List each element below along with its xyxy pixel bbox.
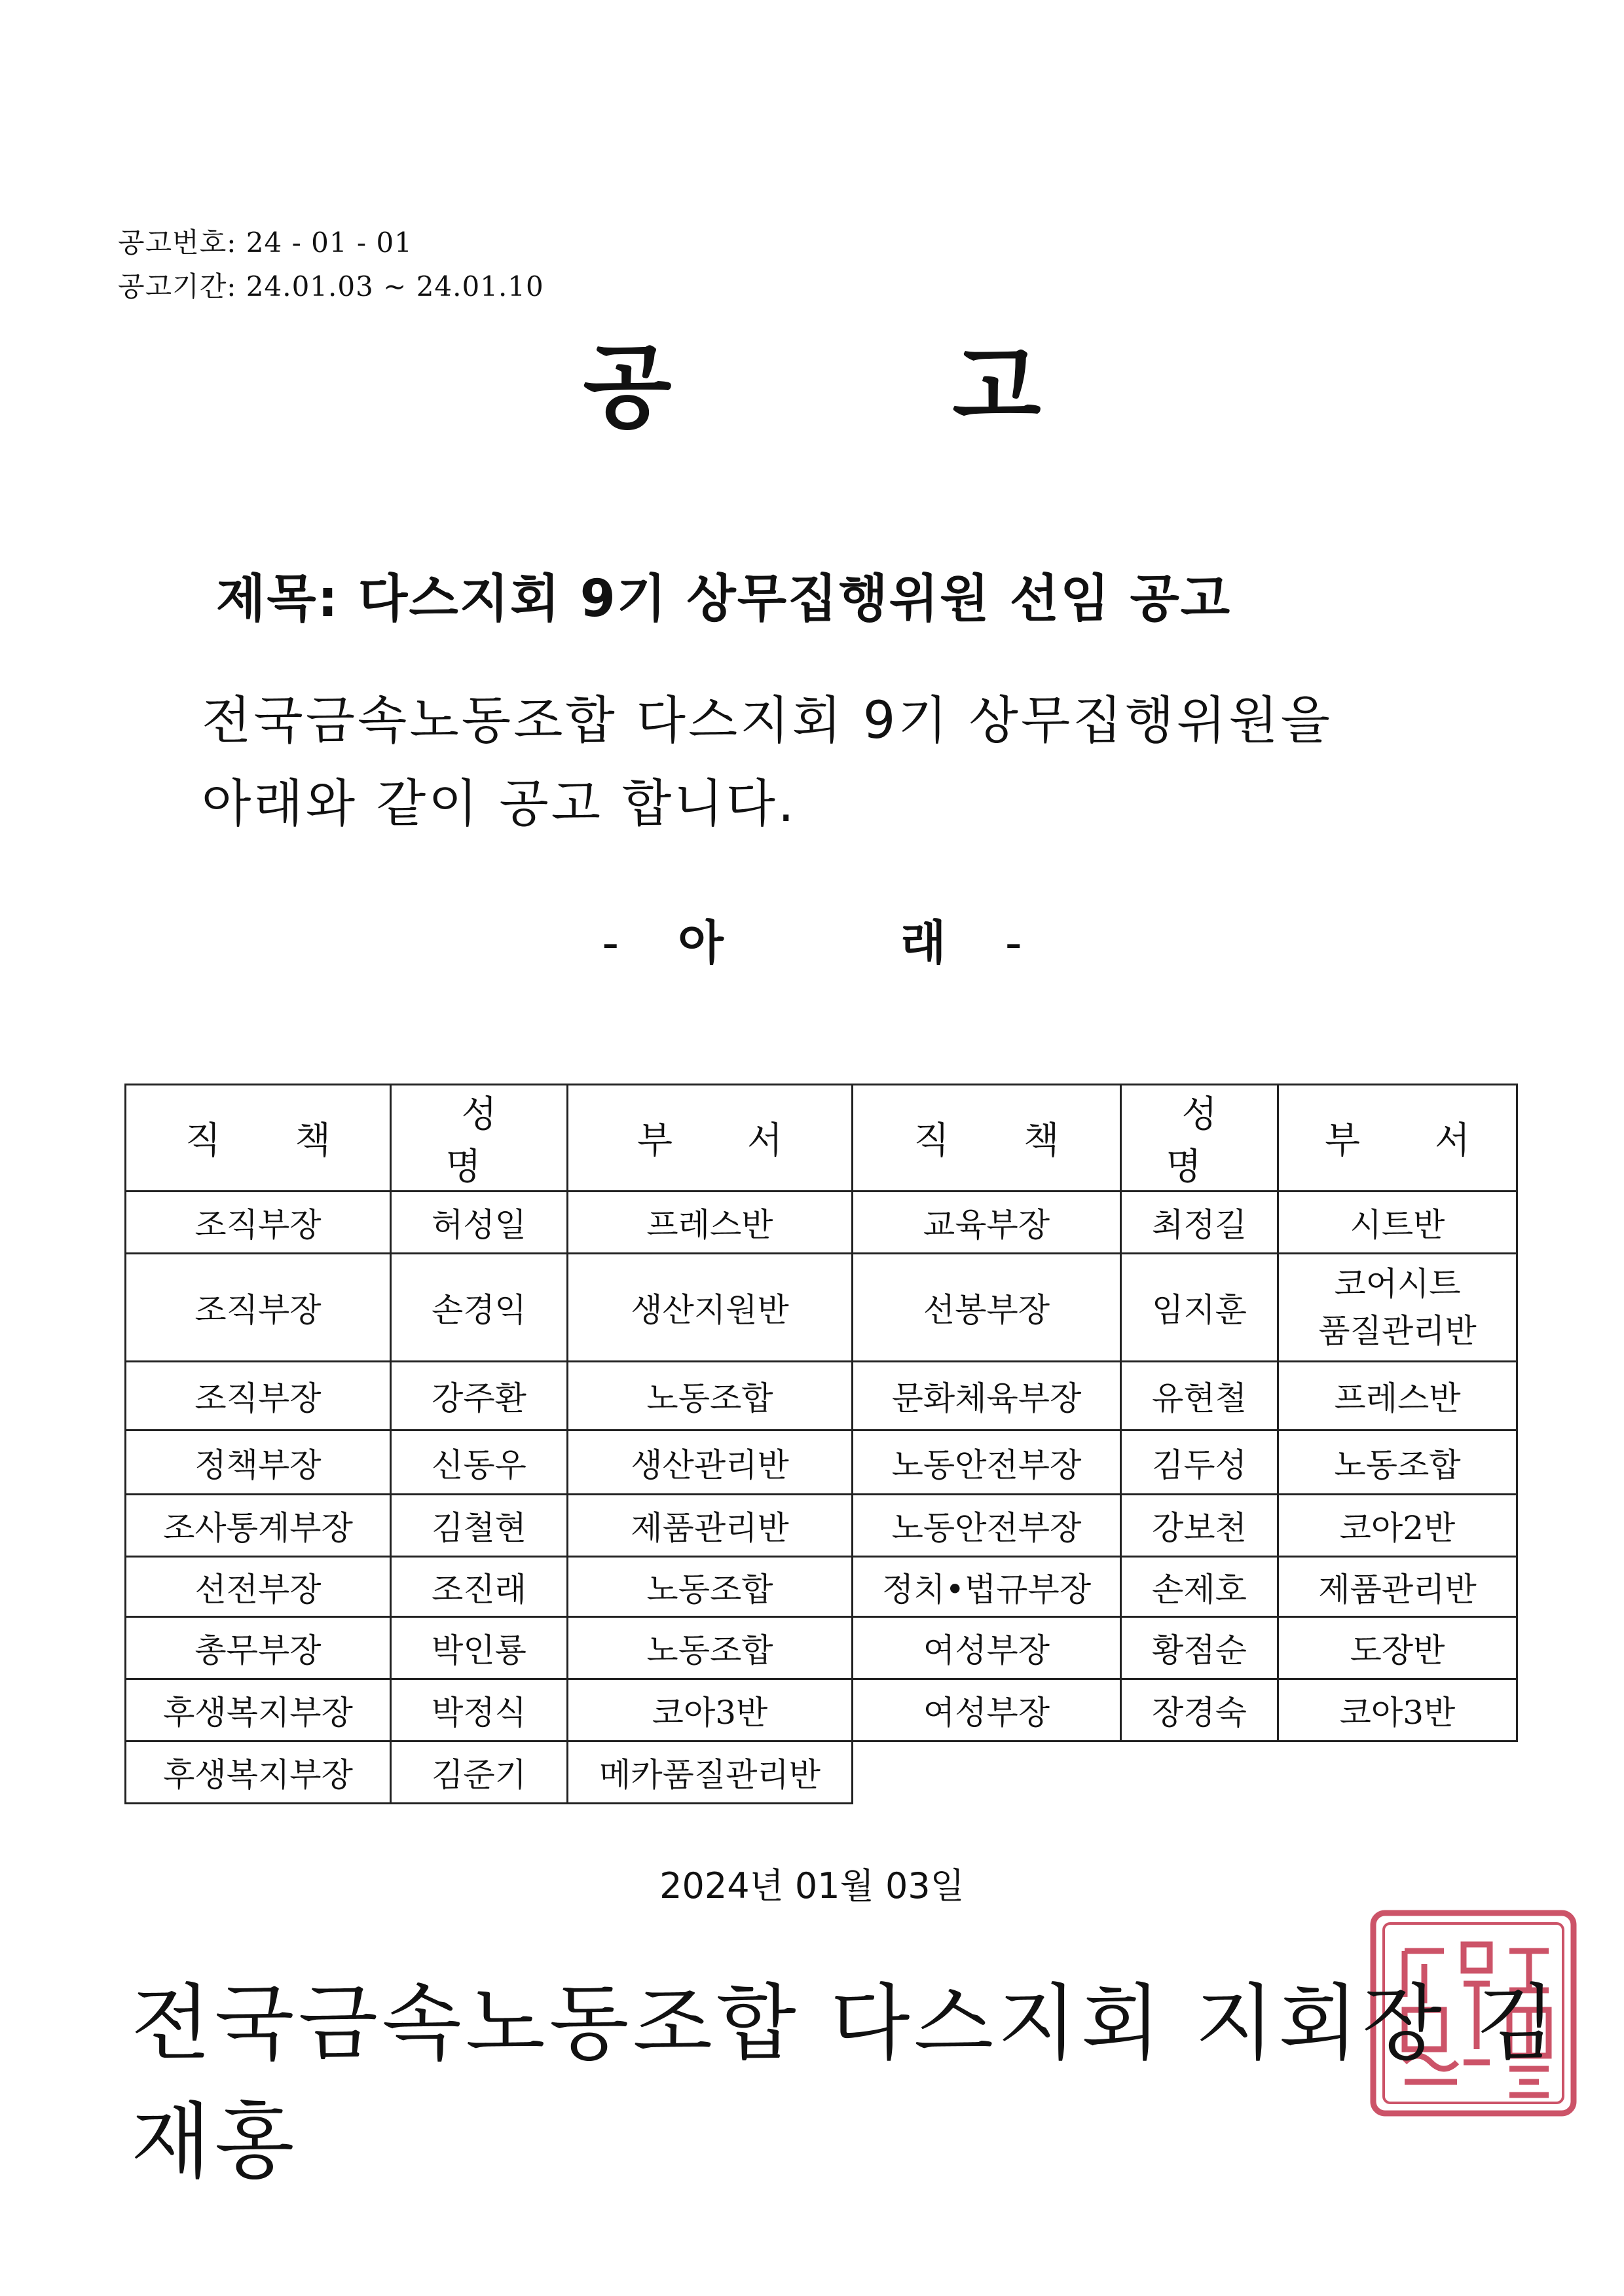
cell-dept: 코아2반 xyxy=(1278,1495,1517,1557)
cell-name: 김철현 xyxy=(391,1495,568,1557)
cell-position: 교육부장 xyxy=(853,1192,1121,1254)
cell-dept: 제품관리반 xyxy=(568,1495,853,1557)
below-heading xyxy=(0,905,1624,973)
cell-name: 강보천 xyxy=(1121,1495,1278,1557)
cell-position: 총무부장 xyxy=(126,1617,391,1679)
cell-dept: 시트반 xyxy=(1278,1192,1517,1254)
cell-dept-line-1: 코어시트 xyxy=(1334,1265,1461,1303)
subject-line: 제목: 다스지회 9기 상무집행위원 선임 공고 xyxy=(216,570,1232,629)
table-row xyxy=(126,1254,853,1362)
cell-dept: 코아3반 xyxy=(1278,1679,1517,1741)
cell-position: 정책부장 xyxy=(126,1430,391,1495)
cell-dept: 생산지원반 xyxy=(568,1254,853,1362)
cell-position: 후생복지부장 xyxy=(126,1679,391,1741)
cell-name: 허성일 xyxy=(391,1192,568,1254)
cell-name: 손경익 xyxy=(391,1254,568,1362)
cell-position: 문화체육부장 xyxy=(853,1362,1121,1430)
cell-position: 조직부장 xyxy=(126,1254,391,1362)
cell-position: 노동안전부장 xyxy=(853,1430,1121,1495)
table-row xyxy=(126,1617,853,1679)
cell-name: 김준기 xyxy=(391,1741,568,1804)
cell-name: 조진래 xyxy=(391,1557,568,1617)
cell-dept: 프레스반 xyxy=(1278,1362,1517,1430)
cell-position: 조직부장 xyxy=(126,1362,391,1430)
cell-position: 조사통계부장 xyxy=(126,1495,391,1557)
table-row xyxy=(853,1679,1517,1741)
table-row xyxy=(853,1254,1517,1362)
cell-position: 후생복지부장 xyxy=(126,1741,391,1804)
notice-date: 2024년 01월 03일 xyxy=(659,1865,965,1906)
cell-dept: 노동조합 xyxy=(568,1557,853,1617)
cell-name: 신동우 xyxy=(391,1430,568,1495)
table-row xyxy=(853,1192,1517,1254)
table-row xyxy=(126,1495,853,1557)
cell-position: 여성부장 xyxy=(853,1617,1121,1679)
cell-dept: 노동조합 xyxy=(568,1617,853,1679)
cell-dept: 프레스반 xyxy=(568,1192,853,1254)
table-row xyxy=(126,1679,853,1741)
below-word-second: 래 xyxy=(900,915,946,970)
table-row xyxy=(126,1741,853,1804)
header-dept: 부 서 xyxy=(568,1085,853,1192)
roster-table-left xyxy=(124,1084,853,1804)
below-word-first: 아 xyxy=(678,915,724,970)
table-row xyxy=(126,1362,853,1430)
notice-period: 공고기간: 24.01.03 ~ 24.01.10 xyxy=(118,270,544,302)
cell-dept: 도장반 xyxy=(1278,1617,1517,1679)
roster-table-right xyxy=(851,1084,1518,1742)
header-position: 직 책 xyxy=(853,1085,1121,1192)
cell-name: 황점순 xyxy=(1121,1617,1278,1679)
header-name: 성 명 xyxy=(1121,1085,1278,1192)
cell-position: 여성부장 xyxy=(853,1679,1121,1741)
table-row xyxy=(126,1430,853,1495)
cell-dept-line-2: 품질관리반 xyxy=(1318,1312,1477,1350)
signature-line: 전국금속노동조합 다스지회 지회장 김재홍 xyxy=(131,1975,1560,2190)
cell-name: 임지훈 xyxy=(1121,1254,1278,1362)
cell-dept: 노동조합 xyxy=(1278,1430,1517,1495)
body-line-1: 전국금속노동조합 다스지회 9기 상무집행위원을 xyxy=(202,691,1333,750)
page-title: 공 고 xyxy=(583,335,1166,441)
table-row xyxy=(853,1495,1517,1557)
cell-name: 강주환 xyxy=(391,1362,568,1430)
body-line-2: 아래와 같이 공고 합니다. xyxy=(202,774,797,833)
cell-name: 최정길 xyxy=(1121,1192,1278,1254)
header-position: 직 책 xyxy=(126,1085,391,1192)
cell-name: 박인룡 xyxy=(391,1617,568,1679)
cell-name: 손제호 xyxy=(1121,1557,1278,1617)
cell-position: 선봉부장 xyxy=(853,1254,1121,1362)
header-row xyxy=(126,1085,853,1192)
cell-name: 장경숙 xyxy=(1121,1679,1278,1741)
cell-name: 김두성 xyxy=(1121,1430,1278,1495)
below-dash-right: - xyxy=(1005,915,1022,970)
cell-dept: 생산관리반 xyxy=(568,1430,853,1495)
cell-dept: 메카품질관리반 xyxy=(568,1741,853,1804)
cell-name: 유현철 xyxy=(1121,1362,1278,1430)
cell-position: 선전부장 xyxy=(126,1557,391,1617)
table-row xyxy=(853,1362,1517,1430)
table-row xyxy=(126,1192,853,1254)
cell-dept: 노동조합 xyxy=(568,1362,853,1430)
table-row xyxy=(853,1430,1517,1495)
table-row xyxy=(126,1557,853,1617)
cell-dept: 제품관리반 xyxy=(1278,1557,1517,1617)
notice-number: 공고번호: 24 - 01 - 01 xyxy=(118,227,413,259)
header-name: 성 명 xyxy=(391,1085,568,1192)
cell-dept xyxy=(1278,1254,1517,1362)
cell-name: 박정식 xyxy=(391,1679,568,1741)
cell-position: 정치•법규부장 xyxy=(853,1557,1121,1617)
table-row xyxy=(853,1617,1517,1679)
cell-position: 노동안전부장 xyxy=(853,1495,1121,1557)
table-row xyxy=(853,1557,1517,1617)
header-row xyxy=(853,1085,1517,1192)
header-dept: 부 서 xyxy=(1278,1085,1517,1192)
below-dash-left: - xyxy=(602,915,619,970)
cell-position: 조직부장 xyxy=(126,1192,391,1254)
cell-dept: 코아3반 xyxy=(568,1679,853,1741)
